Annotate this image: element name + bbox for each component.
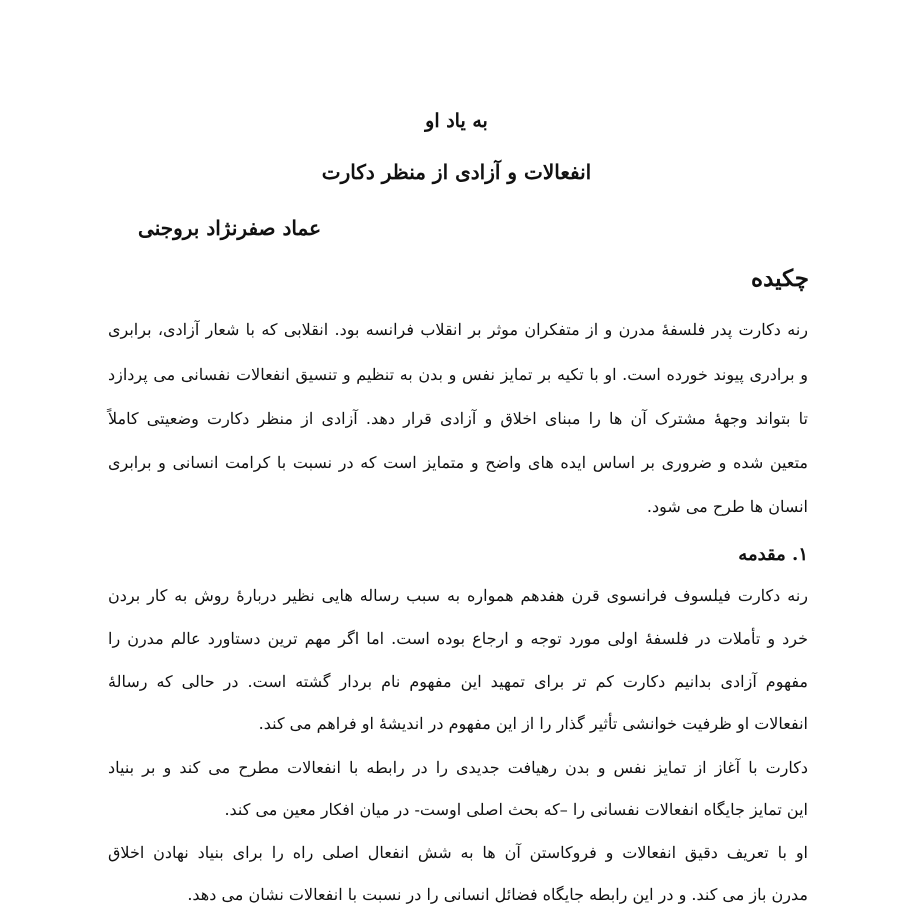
abstract-heading: چکیده [751,265,809,292]
intro-line: خرد و تأملات در فلسفۀ اولی مورد توجه و ارجاع بوده است. اما اگر مهم ترین دستاورد عالم مدرن را [108,629,808,648]
intro-line: مفهوم آزادی بدانیم دکارت کم تر برای تمهید این مفهوم نام بردار گشته است. در حالی که رسالۀ [108,672,808,691]
intro-line: این تمایز جایگاه انفعالات نفسانی را –که بحث اصلی اوست- در میان افکار معین می کند. [224,800,808,819]
section-heading-introduction: ۱. مقدمه [738,544,808,565]
abstract-line: انسان ها طرح می شود. [646,497,808,516]
abstract-line: متعین شده و ضروری بر اساس ایده های واضح و متمایز است که در نسبت با کرامت انسانی و برابری [108,453,808,472]
intro-line: او با تعریف دقیق انفعالات و فروکاستن آن ها به شش انفعال اصلی راه را برای بنیاد نهادن اخلاق [108,843,808,862]
intro-line: انفعالات او ظرفیت خوانشی تأثیر گذار را از این مفهوم در اندیشۀ او فراهم می کند. [258,714,808,733]
author-name: عماد صفرنژاد بروجنی [138,216,321,240]
abstract-line: و برادری پیوند خورده است. او با تکیه بر تمایز نفس و بدن به تنظیم و تنسیق انفعالات نفسانی می پردازد [108,365,808,384]
abstract-line: رنه دکارت پدر فلسفۀ مدرن و از متفکران موثر بر انقلاب فرانسه بود. انقلابی که با شعار آزادی، برابری [108,320,808,339]
intro-line: رنه دکارت فیلسوف فرانسوی قرن هفدهم همواره به سبب رساله هایی نظیر دربارۀ روش به کار بردن [108,586,808,605]
document-title: انفعالات و آزادی از منظر دکارت [321,160,592,184]
intro-line: دکارت با آغاز از تمایز نفس و بدن رهیافت جدیدی را در رابطه با انفعالات مطرح می کند و بر بنیاد [108,758,808,777]
intro-line: مدرن باز می کند. و در این رابطه جایگاه فضائل انسانی را در نسبت با انفعالات نشان می دهد. [187,885,808,904]
abstract-line: تا بتواند وجهۀ مشترک آن ها را مبنای اخلاق و آزادی قرار دهد. آزادی از منظر دکارت وضعیتی کاملاً [108,409,808,428]
dedication: به یاد او [425,110,488,132]
